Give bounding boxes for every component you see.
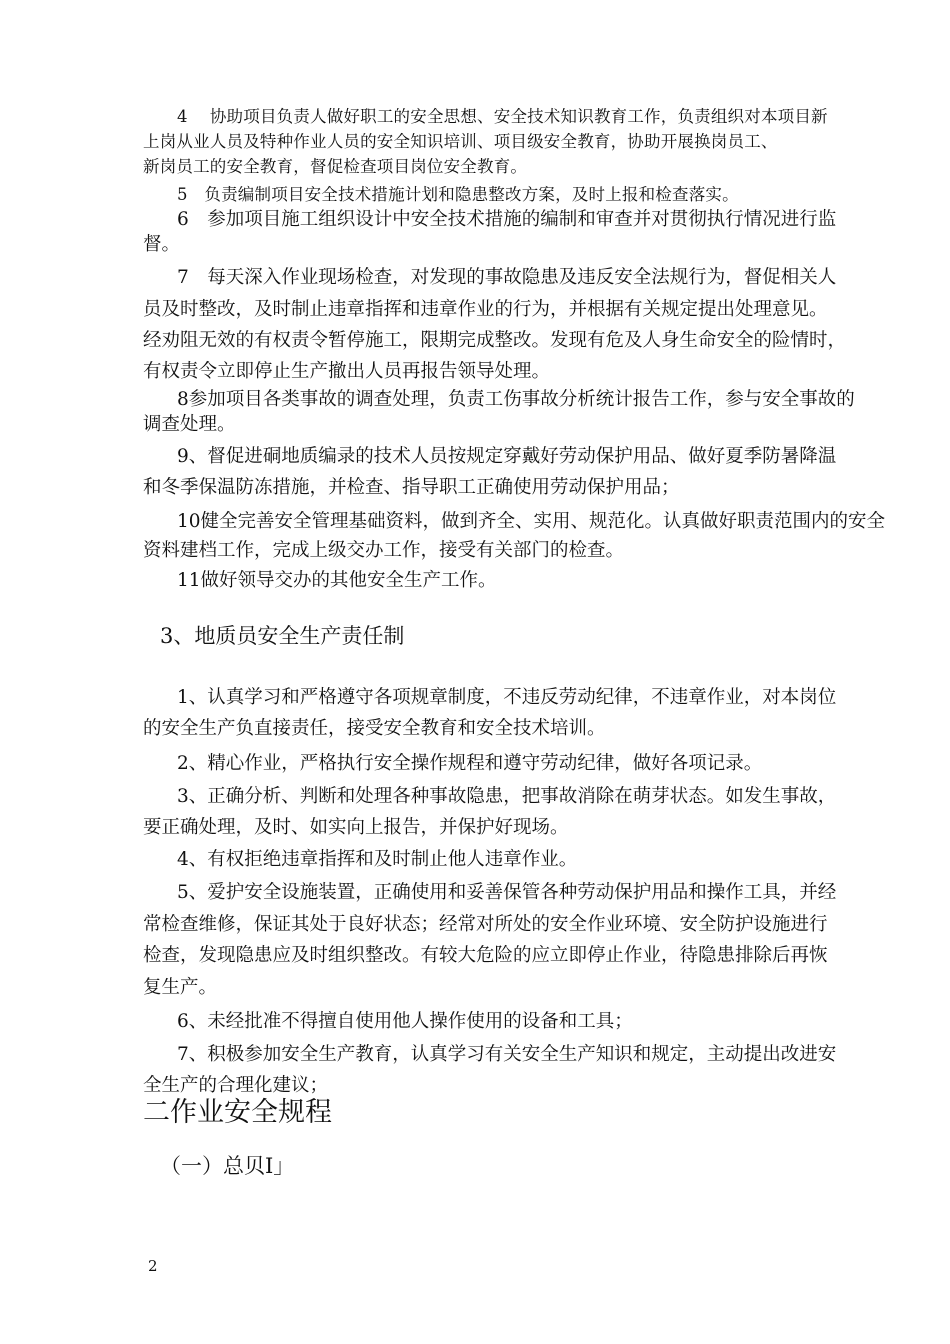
item-5-line-3: 检查，发现隐患应及时组织整改。有较大危险的应立即停止作业，待隐患排除后再恢 <box>143 945 828 966</box>
part-2-subtitle: （一）总贝I」 <box>160 1154 295 1178</box>
duty-6-line-2: 督。 <box>143 234 181 255</box>
item-5-line-4: 复生产。 <box>143 977 218 998</box>
duty-4-line-1: 4 协助项目负责人做好职工的安全思想、安全技术知识教育工作，负责组织对本项目新 <box>177 107 828 126</box>
duty-9-line-2: 和冬季保温防冻措施，并检查、指导职工正确使用劳动保护用品； <box>143 477 680 498</box>
item-5-line-2: 常检查维修，保证其处于良好状态；经常对所处的安全作业环境、安全防护设施进行 <box>143 914 828 935</box>
duty-10-line-2: 资料建档工作，完成上级交办工作，接受有关部门的检查。 <box>143 540 625 561</box>
duty-10-line-1: 10健全完善安全管理基础资料，做到齐全、实用、规范化。认真做好职责范围内的安全 <box>177 511 886 532</box>
duty-9-line-1: 9、督促进硐地质编录的技术人员按规定穿戴好劳动保护用品、做好夏季防暑降温 <box>177 446 837 467</box>
page-number: 2 <box>148 1257 158 1275</box>
item-2-line-1: 2、精心作业，严格执行安全操作规程和遵守劳动纪律，做好各项记录。 <box>177 753 763 774</box>
duty-6-line-1: 6 参加项目施工组织设计中安全技术措施的编制和审查并对贯彻执行情况进行监 <box>177 209 837 230</box>
item-7-line-2: 全生产的合理化建议； <box>143 1075 329 1096</box>
item-3-line-2: 要正确处理，及时、如实向上报告，并保护好现场。 <box>143 817 569 838</box>
part-2-title: 二作业安全规程 <box>143 1097 332 1128</box>
duty-7-line-1: 7 每天深入作业现场检查，对发现的事故隐患及违反安全法规行为，督促相关人 <box>177 267 837 288</box>
duty-5-line-1: 5 负责编制项目安全技术措施计划和隐患整改方案，及时上报和检查落实。 <box>177 185 739 204</box>
duty-7-line-4: 有权责令立即停止生产撤出人员再报告领导处理。 <box>143 361 551 382</box>
duty-8-line-2: 调查处理。 <box>143 414 236 435</box>
duty-11-line-1: 11做好领导交办的其他安全生产工作。 <box>177 570 497 591</box>
item-1-line-2: 的安全生产负直接责任，接受安全教育和安全技术培训。 <box>143 718 606 739</box>
duty-4-line-2: 上岗从业人员及特种作业人员的安全知识培训、项目级安全教育，协助开展换岗员工、 <box>143 132 778 151</box>
duty-4-line-3: 新岗员工的安全教育，督促检查项目岗位安全教育。 <box>143 157 528 176</box>
section-3-title: 3、地质员安全生产责任制 <box>160 624 405 648</box>
item-7-line-1: 7、积极参加安全生产教育，认真学习有关安全生产知识和规定，主动提出改进安 <box>177 1044 837 1065</box>
item-5-line-1: 5、爱护安全设施装置，正确使用和妥善保管各种劳动保护用品和操作工具，并经 <box>177 882 837 903</box>
duty-7-line-3: 经劝阻无效的有权责令暂停施工，限期完成整改。发现有危及人身生命安全的险情时， <box>143 330 847 351</box>
duty-8-line-1: 8参加项目各类事故的调查处理，负责工伤事故分析统计报告工作，参与安全事故的 <box>177 389 855 410</box>
item-4-line-1: 4、有权拒绝违章指挥和及时制止他人违章作业。 <box>177 849 578 870</box>
item-3-line-1: 3、正确分析、判断和处理各种事故隐患，把事故消除在萌芽状态。如发生事故， <box>177 786 837 807</box>
item-6-line-1: 6、未经批准不得擅自使用他人操作使用的设备和工具； <box>177 1011 633 1032</box>
item-1-line-1: 1、认真学习和严格遵守各项规章制度，不违反劳动纪律，不违章作业，对本岗位 <box>177 687 837 708</box>
duty-7-line-2: 员及时整改，及时制止违章指挥和违章作业的行为，并根据有关规定提出处理意见。 <box>143 299 828 320</box>
